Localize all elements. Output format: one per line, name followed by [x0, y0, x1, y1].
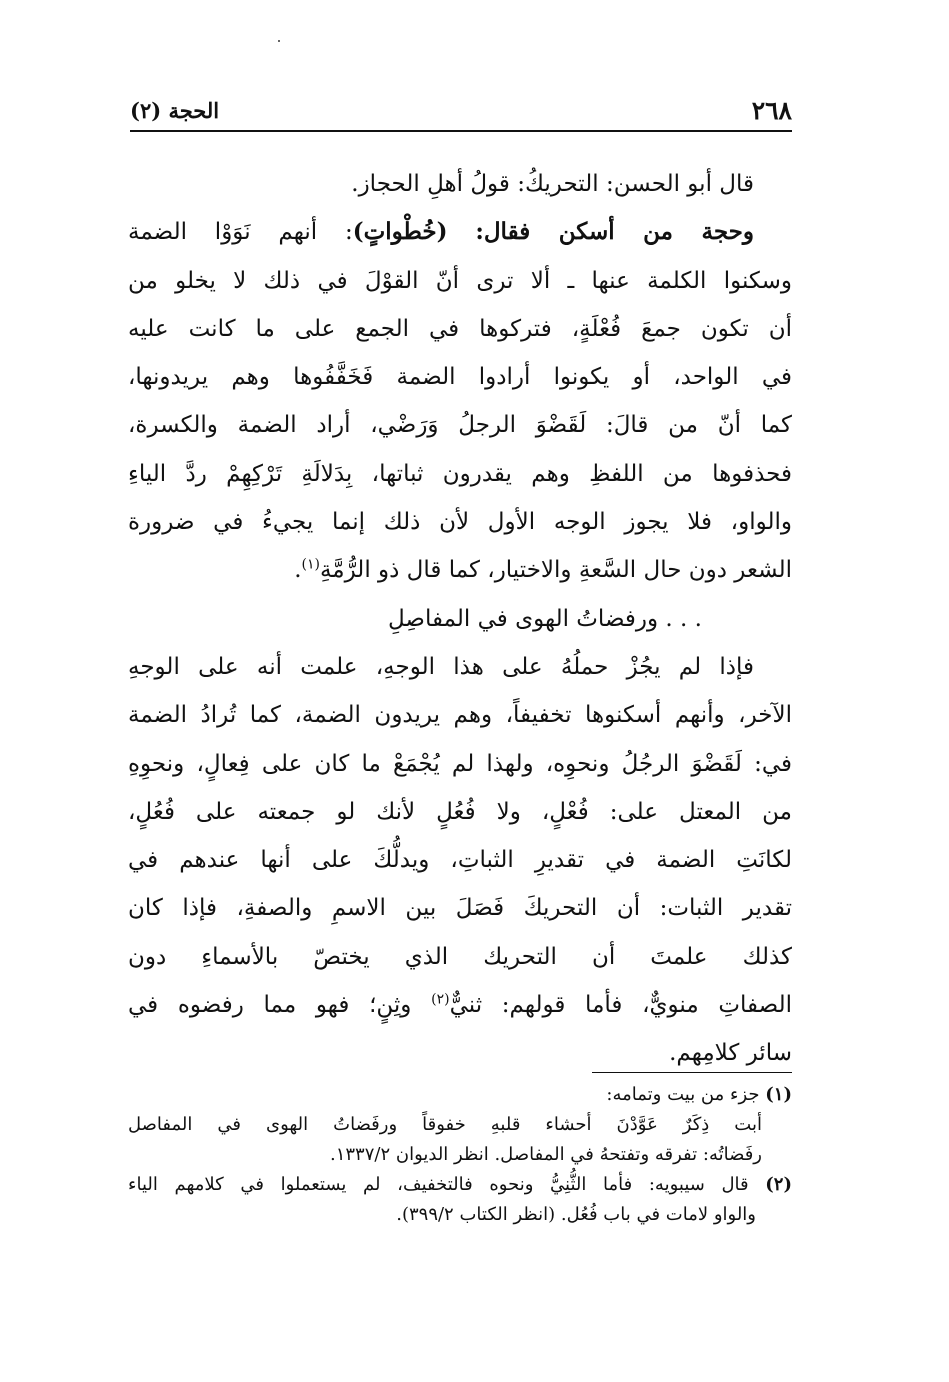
quoted-word: (خُطْواتٍ) [352, 218, 448, 246]
page-number: ٢٦٨ [751, 96, 792, 125]
text-line-13: في: لَقَضْوَ الرجُلُ ونحوِه، ولهذا لم يُجْمَعْ ما كان على فِعالٍ، ونحوِهِ [128, 750, 792, 777]
footnote-2 [128, 1170, 792, 1200]
text-line-12: الآخر، وأنهم أسكنوها تخفيفاً، وهم يريدون الضمة، كما تُرادُ الضمة [128, 702, 792, 729]
main-text [128, 160, 792, 1078]
text-line-11: فإذا لم يجُزْ حملُهُ على هذا الوجهِ، علمت أنه على الوجهِ [128, 653, 754, 680]
text-line-7: فحذفوها من اللفظِ وهم يقدرون ثباتها، بِدَلالَةِ تَرْكِهِمْ ردَّ الياءِ [128, 460, 792, 487]
argument-rest: : أنهم نَوَوْا الضمة [128, 219, 353, 246]
scan-speck [278, 40, 280, 42]
line18-text: الصفاتِ منويٌّ، فأما قولهم: ثنيٌّ [449, 992, 793, 1019]
footnote-rule [592, 1072, 792, 1073]
text-line-2 [128, 208, 792, 256]
text-line-16: تقدير الثبات: أن التحريكَ فَصَلَ بين الاسمِ والصفةِ، فإذا كان [128, 895, 792, 922]
footnote-1-verse: أبت ذِكَرٌ عَوَّدْنَ أحشاء قلبهِ خفوقاً ورفَضاتُ الهوى في المفاصل [128, 1114, 762, 1135]
footnote-marker-2[interactable]: (٢) [431, 991, 450, 1008]
text-line-4: أن تكون جمعَ فُعْلَةٍ، فتركوها في الجمع على ما كانت عليه [128, 315, 792, 342]
text-line-9 [128, 546, 792, 594]
footnote-2-label: (٢) [765, 1174, 792, 1195]
header-rule [130, 130, 792, 132]
footnote-1-text: جزء من بيت وتمامه: [606, 1084, 760, 1105]
page-header [130, 96, 792, 132]
footnote-1 [128, 1080, 792, 1110]
text-line-1: قال أبو الحسن: التحريكُ: قولُ أهلِ الحجاز. [351, 171, 754, 197]
text-line-6: كما أنّ من قالَ: لَقَضْوَ الرجلُ وَرَضْي، أراد الضمة والكسرة، [128, 412, 792, 439]
footnote-2-cont: والواو لامات في باب فُعُل. (انظر الكتاب ٣٩٩/٢). [396, 1204, 756, 1225]
text-line-14: من المعتل على: فُعْلٍ، ولا فُعُلٍ لأنك لو جمعته على فُعُلٍ، [128, 798, 792, 825]
text-line-8: والواو، فلا يجوز الوجه الأول لأن ذلك إنما يجيءُ في ضرورة [128, 509, 792, 536]
text-line-18 [128, 981, 792, 1029]
text-line-15: لكانَتِ الضمة في تقديرِ الثباتِ، ويدلُّكَ على أنها عندهم في [128, 847, 792, 874]
verse-fragment: . . . ورفضاتُ الهوى في المفاصِلِ [388, 605, 702, 632]
footnote-2-text: قال سيبويه: فأما الثُّنِيُّ ونحوه فالتخفيف، لم يستعملوا في كلامهم الياء [128, 1174, 749, 1195]
text-line-17: كذلك علمتَ أن التحريك الذي يختصّ بالأسماءِ دون [128, 943, 792, 970]
footnote-1-gloss: رفَضاتُه: تفرقه وتفتحهُ في المفاصل. انظر الديوان ١٣٣٧/٢. [329, 1144, 762, 1165]
text-line-3: وسكنوا الكلمة عنها ـ ألا ترى أنّ القوْلَ في ذلك لا يخلو من [128, 267, 792, 294]
footnotes [128, 1080, 792, 1230]
line18-rest: وثِنٍ؛ فهو مما رفضوه في [128, 992, 412, 1019]
footnote-marker-1[interactable]: (١) [301, 556, 320, 573]
line9-text: الشعر دون حال السَّعةِ والاختيار، كما قال ذو الرُّمَّةِ [319, 557, 792, 584]
footnote-1-label: (١) [765, 1084, 792, 1105]
argument-lead: وحجة من أسكن فقال: [475, 218, 755, 246]
running-title: الحجة (٢) [130, 98, 220, 123]
text-line-5: في الواحد، أو يكونوا أرادوا الضمة فَخَفَّفُوها وهم يريدونها، [128, 364, 792, 391]
text-line-19: سائر كلامِهم. [669, 1040, 792, 1067]
line9-suffix: . [294, 557, 302, 584]
